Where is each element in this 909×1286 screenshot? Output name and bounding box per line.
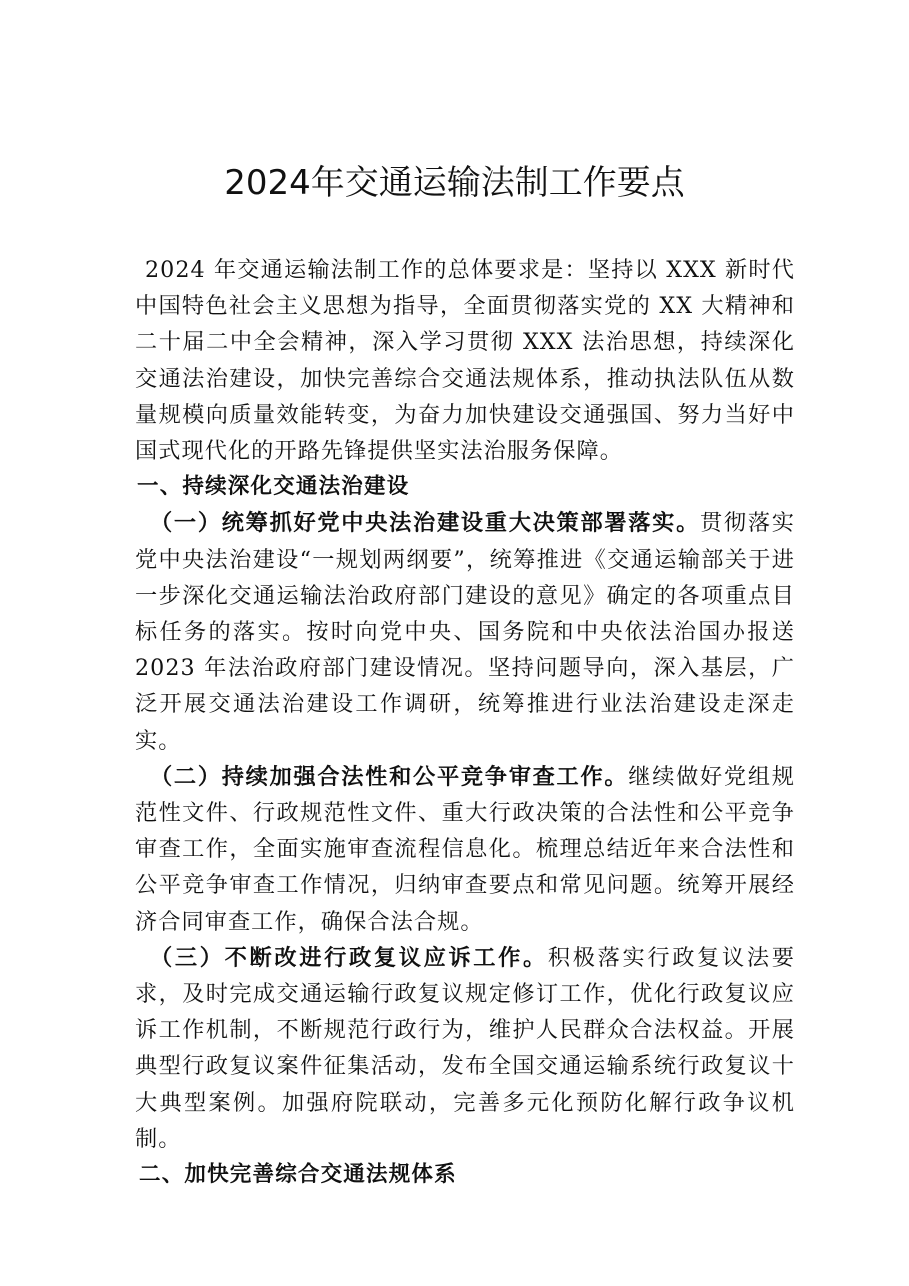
document-title: 2024年交通运输法制工作要点 [224, 163, 685, 203]
item-paragraph-1 [135, 505, 795, 758]
intro-paragraph: 2024 年交通运输法制工作的总体要求是：坚持以 XXX 新时代中国特色社会主义思想为指导，全面贯彻落实党的 XX 大精神和二十届二中全会精神，深入学习贯彻 XXX 法治思想，持续深化交通法治建设，加快完善综合交通法规体系，推动执法队伍从数量规模向质量效能转变，为奋力加快建设交通强国、努力当好中国式现代化的开路先锋提供坚实法治服务保障。 [135, 257, 795, 465]
item-paragraph-3 [135, 940, 795, 1157]
item-title-3: （三）不断改进行政复议应诉工作。 [150, 944, 548, 971]
item-paragraph-2 [135, 759, 795, 940]
item-text-3: 积极落实行政复议法要求，及时完成交通运输行政复议规定修订工作，优化行政复议应诉工作机制，不断规范行政行为，维护人民群众合法权益。开展典型行政复议案件征集活动，发布全国交通运输系统行政复议十大典型案例。加强府院联动，完善多元化预防化解行政争议机制。 [135, 944, 795, 1152]
item-text-1: 贯彻落实党中央法治建设“一规划两纲要”，统筹推进《交通运输部关于进一步深化交通运输法治政府部门建设的意见》确定的各项重点目标任务的落实。按时向党中央、国务院和中央依法治国办报送 2023 年法治政府部门建设情况。坚持问题导向，深入基层，广泛开展交通法治建设工作调研，统筹推进行业法治建设走深走实。 [135, 510, 795, 754]
item-title-1: （一）统筹抓好党中央法治建设重大决策部署落实。 [150, 510, 701, 537]
section-heading-1: 一、持续深化交通法治建设 [137, 474, 410, 500]
section-heading-2: 二、加快完善综合交通法规体系 [139, 1162, 457, 1188]
document-body [135, 252, 795, 1193]
item-title-2: （二）持续加强合法性和公平竞争审查工作。 [150, 763, 629, 790]
item-text-2: 继续做好党组规范性文件、行政规范性文件、重大行政决策的合法性和公平竞争审查工作，全面实施审查流程信息化。梳理总结近年来合法性和公平竞争审查工作情况，归纳审查要点和常见问题。统筹开展经济合同审查工作，确保合法合规。 [135, 763, 796, 935]
